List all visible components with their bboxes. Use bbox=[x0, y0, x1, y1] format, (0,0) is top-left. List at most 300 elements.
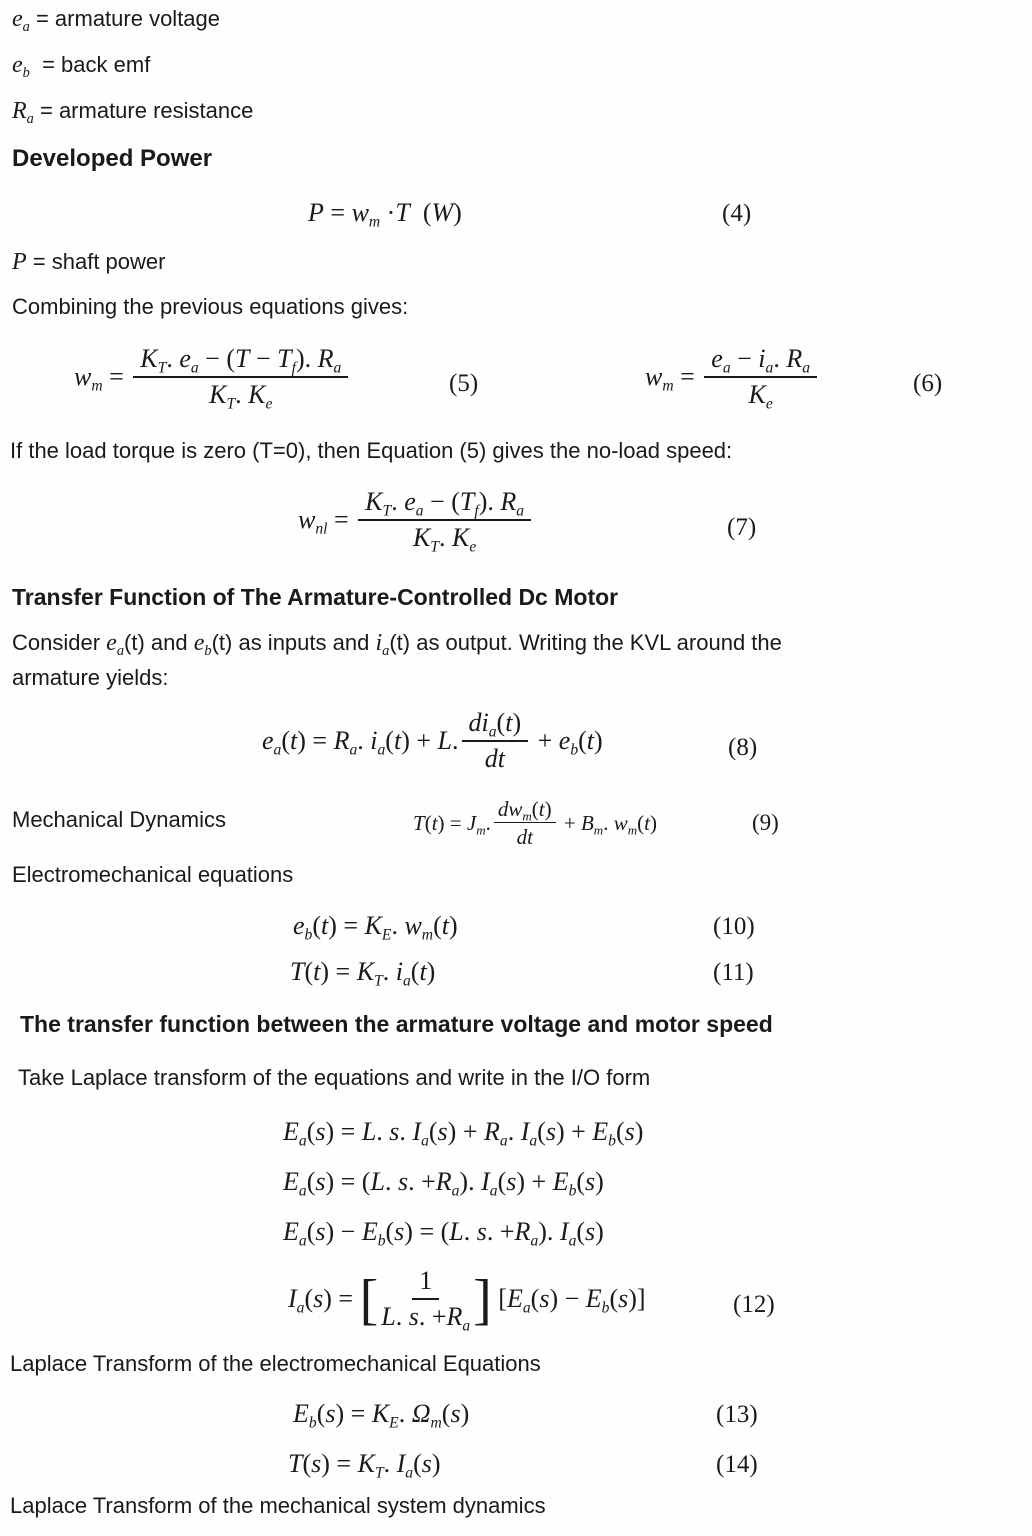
math-run: t bbox=[321, 911, 329, 940]
math-run: ) bbox=[649, 810, 657, 835]
equation-laplace-2 bbox=[283, 1167, 604, 1200]
math-run: $E_b$ bbox=[552, 1167, 577, 1200]
definition-ea bbox=[12, 6, 221, 36]
math-run: ) = bbox=[323, 1283, 360, 1313]
math-run: $R_a$ bbox=[786, 344, 811, 377]
math-run: ) bbox=[595, 1217, 604, 1246]
math-run: ) + bbox=[401, 725, 438, 755]
math-run: s bbox=[437, 1117, 448, 1146]
equation-10 bbox=[293, 911, 458, 944]
fraction bbox=[358, 487, 531, 556]
math-run: $K_T$ bbox=[140, 344, 167, 377]
math-run: − bbox=[730, 344, 759, 373]
math-run: $e_a$ bbox=[262, 725, 282, 759]
math-run: $K_E$ bbox=[364, 911, 392, 944]
math-run: . bbox=[398, 1399, 412, 1428]
equation-laplace-3 bbox=[283, 1217, 604, 1250]
math-run: P bbox=[308, 198, 324, 227]
subscript: b bbox=[22, 65, 30, 82]
equation-laplace-3-row bbox=[0, 1217, 1032, 1257]
math-run: $I_a$ bbox=[412, 1117, 429, 1150]
math-run: ( bbox=[428, 1117, 438, 1146]
math-run: − bbox=[423, 487, 452, 516]
subscript: a bbox=[499, 1132, 508, 1150]
math-run: $I_a$ bbox=[288, 1283, 305, 1317]
math-run: − bbox=[198, 344, 227, 373]
subscript: a bbox=[802, 359, 811, 377]
equation-12: $I_a$ ( s ) = [ 1 L . s . + $R_a$ ] [ $E_a$ ( s ) − $E_b$ ( s )] bbox=[288, 1266, 646, 1335]
math-run: $R_a$ bbox=[435, 1167, 460, 1200]
math-run: $i_a$ bbox=[758, 344, 774, 377]
equation-11-number: (11) bbox=[713, 959, 754, 986]
math-run: ( bbox=[304, 1283, 314, 1313]
math-run: ) bbox=[634, 1117, 644, 1146]
definition-ra bbox=[12, 98, 254, 128]
math-run: ) = bbox=[437, 810, 467, 835]
subscript: a bbox=[402, 972, 411, 990]
math-run: L bbox=[370, 1167, 385, 1196]
math-run: T bbox=[290, 957, 305, 986]
text-run: Consider bbox=[12, 630, 107, 655]
subscript: a bbox=[296, 1299, 305, 1317]
subscript: a bbox=[530, 1232, 539, 1250]
math-run: $I_a$ bbox=[559, 1217, 577, 1250]
math-run: ( bbox=[576, 1167, 586, 1196]
equation-11-row bbox=[0, 957, 1032, 997]
definition-eb bbox=[12, 52, 151, 82]
text-run: (t) as output. Writing the KVL around the bbox=[389, 630, 782, 655]
subscript: a bbox=[722, 359, 731, 377]
equation-8-number: (8) bbox=[728, 734, 758, 761]
math-run: $B_m$ bbox=[580, 810, 604, 838]
math-run: $R_a$ bbox=[484, 1117, 508, 1150]
math-run: . bbox=[452, 725, 459, 755]
math-run: T bbox=[395, 198, 410, 227]
math-run: ) bbox=[544, 797, 552, 821]
math-run: ) + bbox=[516, 1167, 553, 1196]
math-run: $w_{nl}$ bbox=[298, 504, 328, 538]
math-run: $e_a$ bbox=[12, 6, 30, 36]
math-run: ( bbox=[496, 708, 506, 737]
math-run: $E_a$ bbox=[506, 1283, 531, 1317]
math-run: ( bbox=[609, 1283, 619, 1313]
math-run: . bbox=[603, 810, 614, 835]
math-run: T bbox=[413, 810, 425, 835]
math-run: . + bbox=[408, 1167, 436, 1196]
text-no-load-speed: If the load torque is zero (T=0), then Equation (5) gives the no-load speed: bbox=[10, 438, 733, 463]
math-run: ( bbox=[385, 725, 394, 755]
math-run: ) − bbox=[325, 1217, 362, 1246]
subscript: a bbox=[529, 1132, 538, 1150]
math-run: . bbox=[391, 911, 405, 940]
math-run: $K_e$ bbox=[248, 379, 273, 413]
equation-5 bbox=[74, 344, 351, 413]
math-run: s bbox=[450, 1399, 461, 1428]
math-run: t bbox=[644, 810, 650, 835]
subscript: m bbox=[91, 377, 103, 395]
math-run: $R_a$ bbox=[500, 487, 525, 520]
math-run: ( bbox=[576, 1217, 586, 1246]
equation-7 bbox=[298, 487, 534, 556]
math-run: s bbox=[325, 1399, 336, 1428]
text-electromechanical: Electromechanical equations bbox=[12, 862, 294, 887]
math-run: . bbox=[463, 1217, 477, 1246]
text-run: = armature resistance bbox=[33, 98, 254, 123]
fraction bbox=[494, 797, 556, 849]
text-run: (t) as inputs and bbox=[211, 630, 376, 655]
definition-shaft-power bbox=[12, 249, 165, 276]
text-take-laplace: Take Laplace transform of the equations and write in the I/O form bbox=[18, 1065, 651, 1090]
equation-8 bbox=[262, 708, 603, 774]
math-run: . bbox=[399, 1117, 413, 1146]
fraction bbox=[381, 1266, 471, 1335]
math-run: $K_T$ bbox=[365, 487, 392, 520]
math-run: t bbox=[419, 957, 427, 986]
subscript: T bbox=[226, 395, 236, 413]
subscript: b bbox=[601, 1299, 610, 1317]
math-run: L bbox=[449, 1217, 464, 1246]
math-run: = bbox=[327, 504, 356, 534]
math-run: s bbox=[313, 1283, 324, 1313]
subscript: e bbox=[265, 395, 273, 413]
text-laplace-electromech: Laplace Transform of the electromechanical Equations bbox=[10, 1351, 541, 1376]
fraction bbox=[462, 708, 529, 774]
math-run: ) bbox=[431, 1449, 441, 1478]
subscript: a bbox=[451, 1182, 460, 1200]
math-run: = bbox=[102, 361, 131, 391]
math-run: $w_m$ bbox=[404, 911, 434, 944]
math-run: . bbox=[485, 810, 491, 835]
math-run: P bbox=[12, 249, 27, 275]
subscript: a bbox=[382, 643, 390, 660]
equation-7-row bbox=[0, 487, 1032, 582]
subscript: T bbox=[382, 502, 392, 520]
subscript: f bbox=[291, 359, 296, 377]
equation-5-number: (5) bbox=[449, 370, 479, 397]
math-run: $e_b$ bbox=[558, 725, 579, 759]
math-run: $w_m$ bbox=[351, 198, 381, 231]
math-run: ) = ( bbox=[325, 1167, 371, 1196]
math-run: ) bbox=[453, 198, 462, 227]
subscript: E bbox=[389, 1414, 399, 1432]
subscript: m bbox=[421, 926, 434, 944]
math-run: W bbox=[431, 198, 454, 227]
math-run: s bbox=[397, 1167, 409, 1196]
subscript: a bbox=[516, 502, 525, 520]
math-run: $K_T$ bbox=[357, 1449, 384, 1482]
math-run: $K_T$ bbox=[356, 957, 383, 990]
math-run: ( bbox=[531, 797, 539, 821]
math-run: $T_f$ bbox=[277, 344, 296, 377]
math-run: $dw_m$ bbox=[497, 797, 532, 824]
paragraph-consider-line1 bbox=[12, 630, 782, 660]
math-run: ). bbox=[295, 344, 318, 373]
subscript: e bbox=[765, 395, 773, 413]
equation-9-number: (9) bbox=[752, 810, 779, 835]
math-run: $w_m$ bbox=[645, 361, 674, 395]
math-run: $i_a$ bbox=[375, 630, 390, 660]
subscript: E bbox=[381, 926, 392, 944]
math-run: t bbox=[441, 911, 449, 940]
subscript: b bbox=[568, 1182, 577, 1200]
math-run: . bbox=[166, 344, 180, 373]
subscript: f bbox=[474, 502, 479, 520]
math-run: T bbox=[288, 1449, 303, 1478]
math-run: $R_a$ bbox=[317, 344, 342, 377]
math-run: $e_a$ bbox=[711, 344, 731, 377]
math-run: ( bbox=[615, 1117, 625, 1146]
math-run: t bbox=[393, 725, 402, 755]
subscript: a bbox=[488, 723, 497, 741]
subscript: a bbox=[298, 1232, 307, 1250]
math-run: . bbox=[507, 1117, 521, 1146]
math-run: [ bbox=[491, 1283, 507, 1313]
math-run: ). bbox=[538, 1217, 560, 1246]
math-run: ( bbox=[637, 810, 645, 835]
text-run: (t) and bbox=[124, 630, 194, 655]
math-run: $i_a$ bbox=[370, 725, 386, 759]
math-run: ( bbox=[316, 1399, 326, 1428]
math-run: t bbox=[313, 957, 321, 986]
subscript: e bbox=[469, 538, 477, 556]
text-run: = back emf bbox=[29, 52, 151, 77]
math-run: $T_f$ bbox=[459, 487, 479, 520]
label-mechanical-dynamics: Mechanical Dynamics bbox=[12, 807, 226, 832]
equation-4-number: (4) bbox=[722, 200, 752, 227]
math-run: . bbox=[235, 379, 249, 409]
subscript: a bbox=[116, 643, 125, 660]
equation-7-number: (7) bbox=[727, 514, 757, 541]
math-run: ) = bbox=[297, 725, 334, 755]
math-run: . bbox=[382, 957, 396, 986]
math-run: $e_b$ bbox=[293, 911, 313, 944]
math-run: ( bbox=[497, 1167, 507, 1196]
math-run: $e_b$ bbox=[12, 52, 30, 82]
math-run: $K_e$ bbox=[451, 522, 477, 556]
subscript: a bbox=[377, 741, 386, 759]
math-run: ( bbox=[302, 1449, 312, 1478]
math-run: ( bbox=[413, 1449, 422, 1478]
math-run: $E_a$ bbox=[283, 1217, 307, 1250]
equation-12-row bbox=[0, 1266, 1032, 1361]
math-run: $R_a$ bbox=[514, 1217, 539, 1250]
math-run: + bbox=[531, 725, 559, 755]
math-run: . bbox=[438, 522, 452, 552]
subscript: T bbox=[430, 538, 439, 556]
subscript: a bbox=[405, 1464, 414, 1482]
subscript: b bbox=[377, 1232, 386, 1250]
math-run: s bbox=[539, 1283, 550, 1313]
math-run: . bbox=[395, 1301, 409, 1331]
math-run: ( bbox=[424, 810, 432, 835]
math-run: s bbox=[389, 1117, 400, 1146]
subscript: a bbox=[298, 1132, 307, 1150]
math-run: s bbox=[408, 1301, 419, 1331]
subscript: a bbox=[522, 1299, 531, 1317]
subscript: a bbox=[415, 502, 424, 520]
equation-13-row bbox=[0, 1399, 1032, 1439]
math-run: $R_a$ bbox=[333, 725, 358, 759]
math-run: L bbox=[361, 1117, 377, 1146]
math-run: . bbox=[384, 1167, 398, 1196]
math-run: ) = ( bbox=[404, 1217, 450, 1246]
math-run: $E_b$ bbox=[361, 1217, 386, 1250]
text-laplace-mechanical: Laplace Transform of the mechanical system dynamics bbox=[10, 1493, 546, 1518]
math-run: ) bbox=[594, 725, 603, 755]
math-run: = bbox=[673, 361, 702, 391]
math-run: $J_m$ bbox=[466, 810, 486, 838]
equation-6 bbox=[645, 344, 820, 413]
subscript: a bbox=[349, 741, 358, 759]
math-run: − bbox=[249, 344, 278, 373]
math-run: = bbox=[323, 198, 352, 227]
math-run: s bbox=[394, 1217, 405, 1246]
math-run: ( bbox=[385, 1217, 395, 1246]
subscript: T bbox=[374, 972, 383, 990]
math-run: 1 bbox=[419, 1266, 433, 1295]
subscript: m bbox=[522, 808, 532, 824]
math-run: ) bbox=[426, 957, 436, 986]
text-combining: Combining the previous equations gives: bbox=[12, 294, 409, 319]
subscript: a bbox=[26, 111, 34, 128]
equation-8-row bbox=[0, 708, 1032, 798]
math-run: s bbox=[506, 1167, 517, 1196]
subscript: b bbox=[204, 643, 212, 660]
math-run: s bbox=[315, 1217, 326, 1246]
subscript: nl bbox=[315, 520, 328, 538]
math-run: $w_m$ bbox=[74, 361, 103, 395]
subscript: a bbox=[273, 741, 282, 759]
math-run: ) = bbox=[335, 1399, 372, 1428]
math-run: s bbox=[421, 1449, 432, 1478]
math-run: dt bbox=[484, 743, 505, 773]
math-run: $K_T$ bbox=[412, 522, 439, 556]
subscript: a bbox=[568, 1232, 577, 1250]
math-run: ( bbox=[410, 957, 420, 986]
math-run: t bbox=[431, 810, 438, 835]
math-run: ). bbox=[478, 487, 501, 516]
math-run: s bbox=[545, 1117, 556, 1146]
fraction bbox=[133, 344, 348, 413]
subscript: m bbox=[368, 213, 381, 231]
math-run: $R_a$ bbox=[446, 1301, 471, 1335]
subscript: m bbox=[430, 1414, 442, 1432]
math-run: $e_a$ bbox=[106, 630, 125, 660]
math-run: $di_a$ bbox=[468, 708, 497, 741]
subscript: a bbox=[22, 19, 30, 36]
equation-12-number: (12) bbox=[733, 1291, 775, 1318]
math-run: ) bbox=[448, 911, 458, 940]
equation-14-row bbox=[0, 1449, 1032, 1489]
heading-developed-power: Developed Power bbox=[12, 145, 213, 172]
subscript: a bbox=[462, 1317, 471, 1335]
math-run: ( bbox=[312, 911, 322, 940]
math-run: ) = bbox=[328, 911, 365, 940]
math-run: ( bbox=[409, 198, 432, 227]
math-run: $E_b$ bbox=[585, 1283, 610, 1317]
subscript: m bbox=[662, 377, 674, 395]
equation-13-number: (13) bbox=[716, 1401, 758, 1428]
equation-9 bbox=[413, 797, 657, 849]
math-run: ) bbox=[460, 1399, 470, 1428]
math-run: s bbox=[585, 1167, 596, 1196]
equation-14 bbox=[288, 1449, 441, 1482]
math-run: $I_a$ bbox=[520, 1117, 538, 1150]
subscript: m bbox=[627, 822, 638, 838]
math-run: s bbox=[624, 1117, 635, 1146]
equation-11 bbox=[290, 957, 436, 990]
math-run: . + bbox=[486, 1217, 515, 1246]
equation-6-number: (6) bbox=[913, 370, 943, 397]
math-run: s bbox=[585, 1217, 596, 1246]
math-run: . bbox=[391, 487, 405, 516]
math-run: $K_e$ bbox=[748, 379, 773, 413]
math-run: $e_a$ bbox=[179, 344, 199, 377]
subscript: b bbox=[304, 926, 313, 944]
subscript: a bbox=[765, 359, 774, 377]
math-run: $K_T$ bbox=[209, 379, 236, 413]
math-run: · bbox=[380, 198, 396, 227]
math-run: $K_E$ bbox=[371, 1399, 399, 1432]
math-run: $w_m$ bbox=[613, 810, 638, 838]
subscript: T bbox=[374, 1464, 384, 1482]
math-run: $E_b$ bbox=[293, 1399, 317, 1432]
math-run: ( bbox=[530, 1283, 540, 1313]
equation-5-6-row bbox=[0, 344, 1032, 444]
equation-4-row bbox=[0, 198, 1032, 238]
math-run: ) + bbox=[447, 1117, 484, 1146]
math-run: . bbox=[357, 725, 371, 755]
equation-14-number: (14) bbox=[716, 1451, 758, 1478]
subscript: m bbox=[593, 822, 604, 838]
math-run: T bbox=[235, 344, 250, 373]
math-run: $e_b$ bbox=[193, 630, 212, 660]
paragraph-consider-line2: armature yields: bbox=[12, 665, 169, 690]
math-run: . bbox=[383, 1449, 397, 1478]
text-run: = shaft power bbox=[26, 249, 166, 274]
math-run: ( bbox=[441, 1399, 451, 1428]
math-run: . bbox=[773, 344, 787, 373]
heading-tf-voltage-speed: The transfer function between the armature voltage and motor speed bbox=[20, 1011, 773, 1037]
subscript: a bbox=[489, 1182, 498, 1200]
subscript: a bbox=[421, 1132, 429, 1150]
equation-4 bbox=[308, 198, 462, 231]
subscript: b bbox=[608, 1132, 616, 1150]
math-run: t bbox=[538, 797, 545, 821]
math-run: s bbox=[311, 1449, 322, 1478]
math-run: $R_a$ bbox=[12, 98, 34, 128]
math-run: . bbox=[376, 1117, 390, 1146]
math-run: L bbox=[437, 725, 452, 755]
heading-transfer-function: Transfer Function of The Armature-Controlled Dc Motor bbox=[12, 584, 619, 610]
math-run: )] bbox=[628, 1283, 646, 1313]
math-run: + bbox=[558, 810, 581, 835]
subscript: b bbox=[308, 1414, 317, 1432]
math-run: dt bbox=[516, 825, 533, 850]
math-run: ( bbox=[226, 344, 235, 373]
math-run: . + bbox=[418, 1301, 447, 1331]
math-run: t bbox=[586, 725, 595, 755]
math-run: $E_b$ bbox=[592, 1117, 616, 1150]
math-run: ) bbox=[595, 1167, 604, 1196]
math-run: ( bbox=[306, 1167, 316, 1196]
subscript: m bbox=[476, 822, 486, 838]
subscript: T bbox=[157, 359, 167, 377]
subscript: b bbox=[570, 741, 579, 759]
math-run: s bbox=[618, 1283, 629, 1313]
math-run: ) = bbox=[320, 957, 357, 986]
math-run: ( bbox=[578, 725, 587, 755]
